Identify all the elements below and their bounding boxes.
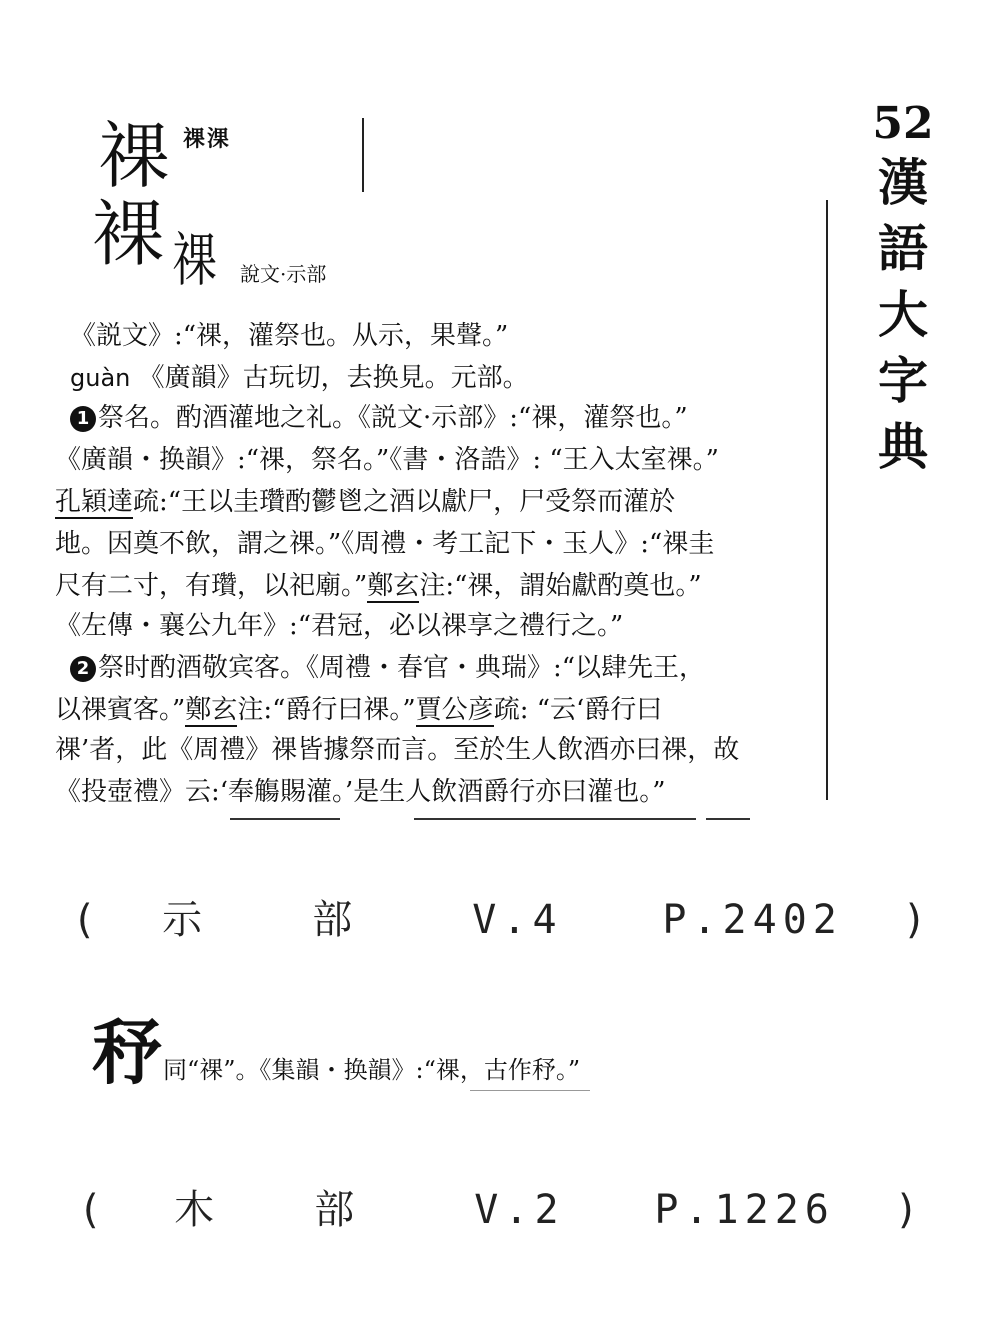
entry-text: 祭名。酌酒灌地之礼。《説文·示部》:“祼，灌祭也。”: [98, 403, 688, 433]
pinyin-reading: guàn: [70, 364, 131, 392]
person-name: 鄭玄: [367, 571, 420, 601]
entry-line: [55, 566, 702, 606]
entry-text: 疏:“王以圭瓚酌鬱鬯之酒以獻尸，尸受祭而灌於: [133, 487, 676, 517]
entry-text: 以祼賓客。”: [55, 695, 186, 725]
entry-line: [70, 398, 688, 438]
entry-text: 地。因奠不飲，謂之祼。”《周禮・考工記下・玉人》:“祼圭: [55, 529, 715, 559]
note-paren-close: ): [902, 897, 933, 943]
book-title-char: 語: [878, 219, 928, 278]
entry-line: [55, 690, 662, 730]
book-title-char: 大: [878, 285, 928, 344]
entry-text: 祭时酌酒敬宾客。《周禮・春官・典瑞》:“以肆先王，: [98, 653, 706, 683]
variant-forms: 祼淉: [183, 126, 232, 152]
book-title-char: 典: [878, 417, 928, 476]
entry-line: [55, 772, 666, 812]
person-name: 賈公彦: [415, 695, 494, 725]
entry-line: [55, 440, 719, 480]
note-bu: 部: [312, 897, 359, 943]
entry-line: [70, 358, 529, 398]
seal-script-character: 祼: [172, 226, 218, 294]
entry-text: 注:“爵行曰祼。”: [237, 695, 416, 725]
head-character-2: 裸: [92, 192, 165, 276]
entry-line: [70, 316, 508, 356]
volume-number: 52: [872, 98, 934, 149]
note-bu: 部: [314, 1187, 361, 1233]
seal-source: 說文·示部: [240, 262, 327, 286]
note-paren-close: ): [894, 1187, 925, 1233]
rule-fragment: [414, 818, 696, 820]
entry-line: [70, 648, 705, 688]
entry-text: 祼’者，此《周禮》祼皆據祭而言。至於生人飲酒亦曰祼，故: [55, 735, 740, 765]
book-title: [868, 150, 938, 480]
person-name: 孔穎達: [55, 487, 134, 517]
handwritten-reference-note: [72, 888, 933, 945]
person-name: 鄭玄: [185, 695, 238, 725]
head-character-1: 祼: [98, 114, 171, 198]
rule-fragment: [470, 1090, 590, 1091]
note-volume: V.2: [474, 1187, 565, 1233]
entry-text: 《左傳・襄公九年》:“君冠，必以祼享之禮行之。”: [55, 611, 624, 641]
entry-text: 《説文》:“祼，灌祭也。从示，果聲。”: [70, 321, 509, 351]
rule-fragment: [706, 818, 750, 820]
book-title-char: 漢: [878, 153, 928, 212]
note-paren-open: (: [72, 897, 103, 943]
entry-line: [55, 524, 714, 564]
note-paren-open: (: [78, 1187, 109, 1233]
entry-text: 尺有二寸，有瓚，以祀廟。”: [55, 571, 368, 601]
entry-text: 《廣韻・换韻》:“祼，祭名。”《書・洛誥》: “王入太室祼。”: [55, 445, 719, 475]
sense-number-marker: 2: [70, 656, 96, 682]
entry-text: 注:“祼，謂始獻酌奠也。”: [419, 571, 702, 601]
sense-number-marker: 1: [70, 406, 96, 432]
entry-line: [55, 730, 739, 770]
entry-line: [55, 482, 675, 522]
entry-text: 《廣韻》古玩切，去换見。元部。: [130, 363, 529, 393]
entry2-definition: 同“祼”。《集韻・换韻》:“祼，古作𥝱。”: [163, 1056, 581, 1084]
note-page: P.1226: [654, 1187, 835, 1233]
note-radical: 木: [174, 1187, 221, 1233]
note-volume: V.4: [472, 897, 563, 943]
entry-text: 《投壺禮》云:‘奉觴賜灌。’是生人飲酒爵行亦曰灌也。”: [55, 777, 666, 807]
column-divider-short: [362, 118, 364, 192]
note-radical: 示: [162, 897, 209, 943]
column-divider-right: [826, 200, 828, 800]
note-page: P.2402: [662, 897, 843, 943]
handwritten-reference-note: [78, 1178, 925, 1235]
entry-line: [55, 606, 623, 646]
rule-fragment: [230, 818, 340, 820]
head-character-3: 𥝱: [92, 1011, 162, 1094]
book-title-char: 字: [878, 351, 928, 410]
entry-text: 疏: “云‘爵行曰: [493, 695, 663, 725]
